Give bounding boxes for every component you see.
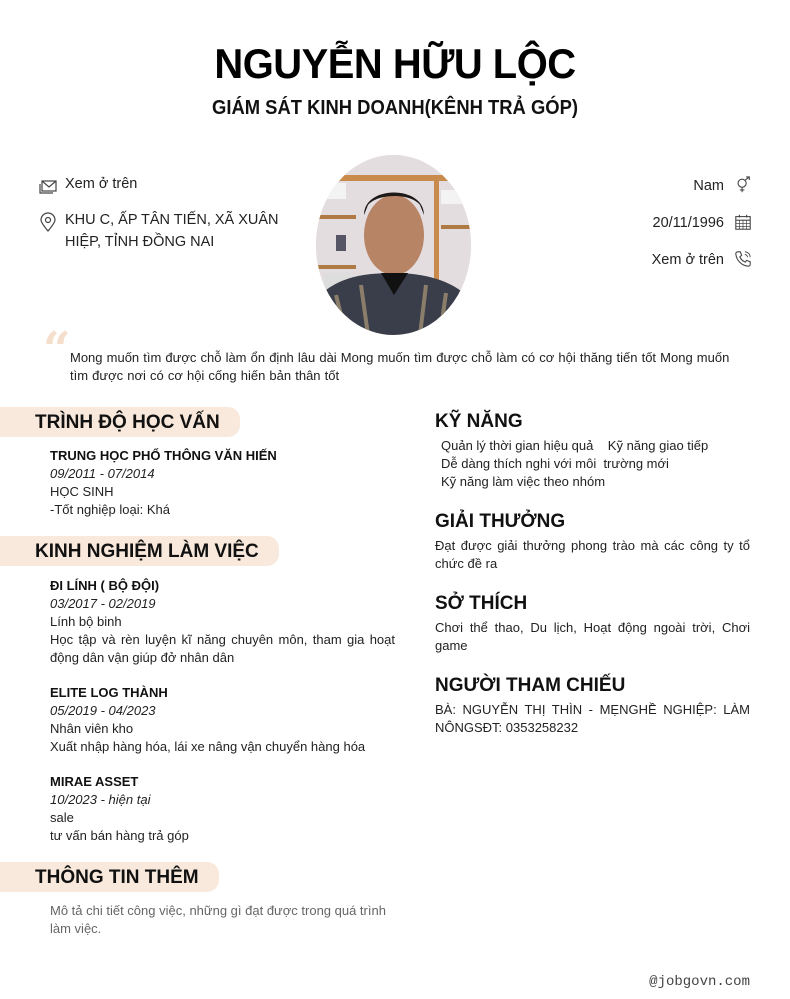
experience-date: 03/2017 - 02/2019 — [50, 596, 156, 611]
phone-row — [552, 250, 752, 270]
skill-line: Kỹ năng làm việc theo nhóm — [441, 474, 606, 489]
experience-role: Lính bộ binh — [50, 614, 122, 629]
experience-item — [50, 773, 395, 845]
education-date: 09/2011 - 07/2014 — [50, 466, 155, 481]
watermark: @jobgovn.com — [649, 974, 750, 990]
experience-item — [50, 684, 395, 756]
company-name: MIRAE ASSET — [50, 774, 139, 789]
contact-left — [38, 176, 298, 253]
awards-heading: GIẢI THƯỞNG — [435, 511, 566, 532]
skills-heading: KỸ NĂNG — [435, 411, 523, 432]
phone-value: Xem ở trên — [651, 252, 724, 268]
phone-icon — [732, 250, 752, 270]
gender-icon — [732, 176, 752, 196]
references-section — [435, 674, 750, 737]
quote-icon: “ — [43, 322, 71, 378]
candidate-name: NGUYỄN HỮU LỘC — [214, 40, 576, 87]
birthday-value: 20/11/1996 — [652, 215, 724, 231]
hobbies-section — [435, 592, 750, 655]
experience-date: 10/2023 - hiện tại — [50, 792, 151, 807]
experience-heading: KINH NGHIỆM LÀM VIỆC — [0, 536, 279, 566]
left-column — [0, 407, 410, 938]
education-desc: -Tốt nghiệp loại: Khá — [50, 502, 170, 517]
experience-desc: Xuất nhập hàng hóa, lái xe nâng vận chuyển hàng hóa — [50, 739, 366, 754]
company-name: ELITE LOG THÀNH — [50, 685, 168, 700]
company-name: ĐI LÍNH ( BỘ ĐỘI) — [50, 578, 160, 593]
experience-desc: Học tập và rèn luyện kĩ năng chuyên môn, tham gia hoạt động dân vận giúp đở nhân dân — [50, 632, 395, 665]
profile-photo — [316, 155, 471, 335]
calendar-icon — [732, 213, 752, 233]
experience-list — [0, 577, 410, 845]
skills-section — [435, 410, 750, 491]
education-list — [0, 447, 410, 519]
experience-role: sale — [50, 810, 74, 825]
skills-list — [435, 437, 750, 491]
extra-info-text: Mô tả chi tiết công việc, những gì đạt được trong quá trình làm việc. — [50, 903, 386, 936]
references-heading: NGƯỜI THAM CHIẾU — [435, 675, 626, 696]
education-heading: TRÌNH ĐỘ HỌC VẤN — [0, 407, 240, 437]
career-objective: Mong muốn tìm được chỗ làm ổn định lâu dài Mong muốn tìm được chỗ làm có cơ hội thăng tiến tốt Mong muốn tìm được nơi có cơ hội cống hiến bản thân tốt — [70, 350, 730, 383]
education-role: HỌC SINH — [50, 484, 114, 499]
extra-info-heading: THÔNG TIN THÊM — [0, 862, 219, 892]
contact-right — [552, 176, 752, 287]
hobbies-text: Chơi thể thao, Du lịch, Hoạt động ngoài trời, Chơi game — [435, 620, 750, 653]
awards-text: Đạt được giải thưởng phong trào mà các công ty tổ chức đề ra — [435, 538, 750, 571]
address-value: KHU C, ẤP TÂN TIẾN, XÃ XUÂN HIỆP, TỈNH ĐỒNG NAI — [65, 212, 279, 250]
awards-section — [435, 510, 750, 573]
envelope-icon — [38, 176, 58, 196]
birthday-row — [552, 213, 752, 233]
gender-value: Nam — [693, 178, 724, 194]
education-item — [50, 447, 395, 519]
job-title: GIÁM SÁT KINH DOANH(KÊNH TRẢ GÓP) — [212, 97, 578, 119]
gender-row — [552, 176, 752, 196]
experience-date: 05/2019 - 04/2023 — [50, 703, 156, 718]
map-pin-icon — [38, 211, 58, 231]
hobbies-heading: SỞ THÍCH — [435, 593, 528, 614]
experience-item — [50, 577, 395, 667]
experience-desc: tư vấn bán hàng trả góp — [50, 828, 189, 843]
email-value: Xem ở trên — [65, 176, 138, 192]
references-text: BÀ: NGUYỄN THỊ THÌN - MẸNGHỀ NGHIỆP: LÀM NÔNGSĐT: 0353258232 — [435, 702, 750, 735]
skill-line: Dễ dàng thích nghi với môi trường mới — [441, 456, 669, 471]
email-row — [38, 176, 298, 196]
right-column — [435, 410, 750, 756]
skill-line: Quản lý thời gian hiệu quả Kỹ năng giao tiếp — [441, 438, 709, 453]
address-row — [38, 211, 298, 253]
experience-role: Nhân viên kho — [50, 721, 134, 736]
school-name: TRUNG HỌC PHỔ THÔNG VĂN HIẾN — [50, 448, 277, 463]
